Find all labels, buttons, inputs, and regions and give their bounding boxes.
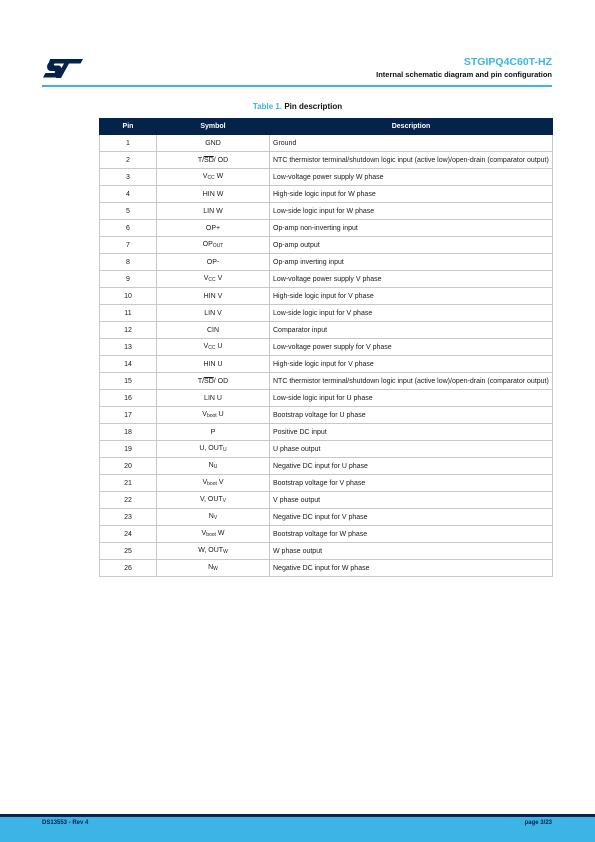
symbol-sub: CC xyxy=(208,276,216,283)
symbol-main: LIN V xyxy=(204,309,222,317)
table-row xyxy=(100,271,553,288)
pin-description-cell: U phase output xyxy=(270,441,553,458)
pin-number-cell: 22 xyxy=(100,492,157,509)
table-row xyxy=(100,237,553,254)
pin-description-cell: Ground xyxy=(270,135,553,152)
pin-description-cell: Op-amp output xyxy=(270,237,553,254)
pin-number-cell: 8 xyxy=(100,254,157,271)
table-header-row xyxy=(100,119,553,135)
table-row xyxy=(100,305,553,322)
pin-description-cell: W phase output xyxy=(270,543,553,560)
symbol-after: V xyxy=(216,478,224,486)
pin-description-cell: Positive DC input xyxy=(270,424,553,441)
pin-description-cell: Low-voltage power supply V phase xyxy=(270,271,553,288)
table-caption-text: Pin description xyxy=(284,102,343,111)
pin-symbol-cell xyxy=(157,305,270,322)
pin-symbol-cell xyxy=(157,441,270,458)
pin-symbol-cell xyxy=(157,373,270,390)
symbol-sub: boot xyxy=(206,531,216,538)
pin-description-table xyxy=(99,118,553,577)
pin-symbol-cell xyxy=(157,203,270,220)
pin-number-cell: 19 xyxy=(100,441,157,458)
symbol-main: V, OUT xyxy=(199,495,223,503)
section-subtitle: Internal schematic diagram and pin configuration xyxy=(376,70,552,79)
table-row xyxy=(100,458,553,475)
pin-symbol-cell xyxy=(157,271,270,288)
pin-number-cell: 12 xyxy=(100,322,157,339)
symbol-after: / OD xyxy=(213,377,229,385)
pin-number-cell: 26 xyxy=(100,560,157,577)
footer-line xyxy=(0,814,595,817)
document-title: STGIPQ4C60T-HZ xyxy=(463,56,552,68)
pin-number-cell: 16 xyxy=(100,390,157,407)
symbol-main: T/ xyxy=(197,377,205,385)
symbol-main: OP+ xyxy=(205,224,221,232)
footer-band xyxy=(0,814,595,842)
page-number: page 3/23 xyxy=(524,820,552,826)
symbol-sub: W xyxy=(223,548,228,555)
symbol-sub: V xyxy=(213,514,218,521)
pin-symbol-cell xyxy=(157,390,270,407)
pin-description-cell: Op-amp inverting input xyxy=(270,254,553,271)
symbol-over: $\overline{SD}$ xyxy=(204,156,214,164)
pin-description-cell: Low-side logic input for U phase xyxy=(270,390,553,407)
symbol-sub: U xyxy=(223,446,227,453)
pin-number-cell: 20 xyxy=(100,458,157,475)
table-row xyxy=(100,424,553,441)
symbol-after: W xyxy=(214,172,224,180)
pin-symbol-cell xyxy=(157,492,270,509)
pin-symbol-cell xyxy=(157,424,270,441)
symbol-main: OP xyxy=(202,240,213,248)
symbol-main: V xyxy=(202,410,207,418)
pin-description-cell: High-side logic input for V phase xyxy=(270,356,553,373)
pin-description-cell: High-side logic input for V phase xyxy=(270,288,553,305)
symbol-main: N xyxy=(208,563,214,571)
pin-description-cell: V phase output xyxy=(270,492,553,509)
table-caption-number: Table 1. xyxy=(252,102,283,111)
symbol-main: V xyxy=(202,478,208,486)
pin-symbol-cell xyxy=(157,220,270,237)
pin-description-cell: Low-voltage power supply W phase xyxy=(270,169,553,186)
symbol-main: P xyxy=(210,428,216,436)
column-header-symbol: Symbol xyxy=(157,119,270,135)
symbol-sub: V xyxy=(222,497,227,504)
symbol-after: W xyxy=(215,529,225,537)
symbol-after: V xyxy=(215,274,223,282)
table-row xyxy=(100,169,553,186)
pin-number-cell: 23 xyxy=(100,509,157,526)
pin-number-cell: 4 xyxy=(100,186,157,203)
table-row xyxy=(100,186,553,203)
pin-number-cell: 7 xyxy=(100,237,157,254)
pin-symbol-cell xyxy=(157,356,270,373)
pin-number-cell: 10 xyxy=(100,288,157,305)
table-row xyxy=(100,390,553,407)
pin-symbol-cell xyxy=(157,169,270,186)
symbol-main: N xyxy=(208,461,214,469)
table-row xyxy=(100,543,553,560)
pin-number-cell: 11 xyxy=(100,305,157,322)
header-divider xyxy=(42,85,552,87)
symbol-sub: CC xyxy=(207,174,215,181)
symbol-main: CIN xyxy=(206,326,220,334)
column-header-description: Description xyxy=(270,119,553,135)
table-row xyxy=(100,373,553,390)
pin-description-cell: Comparator input xyxy=(270,322,553,339)
symbol-after: / OD xyxy=(213,156,229,164)
pin-description-cell: High-side logic input for W phase xyxy=(270,186,553,203)
pin-description-cell: NTC thermistor terminal/shutdown logic input (active low)/open-drain (comparator output) xyxy=(270,152,553,169)
symbol-over: $\overline{SD}$ xyxy=(204,377,214,385)
symbol-sub: boot xyxy=(206,412,217,419)
symbol-main: T/ xyxy=(197,156,205,164)
symbol-sub: U xyxy=(213,463,218,470)
symbol-after: U xyxy=(215,342,223,350)
symbol-main: U, OUT xyxy=(199,444,224,452)
symbol-main: LIN W xyxy=(203,207,223,215)
symbol-main: V xyxy=(201,529,207,537)
pin-number-cell: 5 xyxy=(100,203,157,220)
symbol-main: OP- xyxy=(206,258,220,266)
pin-number-cell: 17 xyxy=(100,407,157,424)
pin-description-cell: Negative DC input for U phase xyxy=(270,458,553,475)
pin-symbol-cell xyxy=(157,322,270,339)
symbol-main: LIN U xyxy=(204,394,222,402)
pin-symbol-cell xyxy=(157,475,270,492)
pin-symbol-cell xyxy=(157,543,270,560)
table-row xyxy=(100,509,553,526)
symbol-main: V xyxy=(203,274,209,282)
pin-number-cell: 2 xyxy=(100,152,157,169)
pin-number-cell: 3 xyxy=(100,169,157,186)
table-caption xyxy=(0,102,595,111)
pin-description-cell: Bootstrap voltage for V phase xyxy=(270,475,553,492)
table-row xyxy=(100,441,553,458)
pin-number-cell: 9 xyxy=(100,271,157,288)
pin-number-cell: 6 xyxy=(100,220,157,237)
pin-description-cell: NTC thermistor terminal/shutdown logic input (active low)/open-drain (comparator output) xyxy=(270,373,553,390)
table-row xyxy=(100,475,553,492)
symbol-main: W, OUT xyxy=(198,546,224,554)
symbol-main: V xyxy=(203,342,209,350)
pin-description-cell: Bootstrap voltage for U phase xyxy=(270,407,553,424)
pin-symbol-cell xyxy=(157,509,270,526)
table-row xyxy=(100,492,553,509)
table-row xyxy=(100,152,553,169)
pin-symbol-cell xyxy=(157,237,270,254)
table-row xyxy=(100,220,553,237)
pin-description-cell: Negative DC input for W phase xyxy=(270,560,553,577)
symbol-main: N xyxy=(208,512,214,520)
pin-symbol-cell xyxy=(157,407,270,424)
pin-symbol-cell xyxy=(157,288,270,305)
pin-symbol-cell xyxy=(157,254,270,271)
pin-symbol-cell xyxy=(157,526,270,543)
pin-description-cell: Low-side logic input for W phase xyxy=(270,203,553,220)
table-row xyxy=(100,526,553,543)
table-row xyxy=(100,560,553,577)
pin-symbol-cell xyxy=(157,186,270,203)
pin-number-cell: 24 xyxy=(100,526,157,543)
st-logo-icon xyxy=(42,57,84,79)
table-row xyxy=(100,254,553,271)
pin-symbol-cell xyxy=(157,339,270,356)
pin-symbol-cell xyxy=(157,135,270,152)
symbol-main: GND xyxy=(205,139,221,147)
symbol-sub: CC xyxy=(208,344,216,351)
symbol-sub: boot xyxy=(207,480,217,487)
table-row xyxy=(100,135,553,152)
pin-description-cell: Low-side logic input for V phase xyxy=(270,305,553,322)
pin-number-cell: 14 xyxy=(100,356,157,373)
symbol-after: U xyxy=(216,410,224,418)
table-row xyxy=(100,407,553,424)
document-revision: DS13553 - Rev 4 xyxy=(42,820,89,826)
pin-number-cell: 21 xyxy=(100,475,157,492)
symbol-main: HIN U xyxy=(203,360,223,368)
pin-description-cell: Op-amp non-inverting input xyxy=(270,220,553,237)
pin-symbol-cell xyxy=(157,560,270,577)
column-header-pin: Pin xyxy=(100,119,157,135)
pin-description-cell: Bootstrap voltage for W phase xyxy=(270,526,553,543)
table-row xyxy=(100,203,553,220)
pin-number-cell: 18 xyxy=(100,424,157,441)
pin-description-cell: Low-voltage power supply for V phase xyxy=(270,339,553,356)
symbol-main: HIN V xyxy=(203,292,223,300)
pin-symbol-cell xyxy=(157,458,270,475)
table-row xyxy=(100,322,553,339)
table-row xyxy=(100,288,553,305)
table-body xyxy=(100,135,553,577)
table-row xyxy=(100,356,553,373)
pin-symbol-cell xyxy=(157,152,270,169)
symbol-sub: W xyxy=(213,565,218,572)
pin-number-cell: 25 xyxy=(100,543,157,560)
pin-number-cell: 1 xyxy=(100,135,157,152)
pin-description-cell: Negative DC input for V phase xyxy=(270,509,553,526)
pin-number-cell: 15 xyxy=(100,373,157,390)
symbol-main: V xyxy=(202,172,208,180)
symbol-sub: OUT xyxy=(212,242,224,249)
symbol-main: HIN W xyxy=(202,190,224,198)
pin-number-cell: 13 xyxy=(100,339,157,356)
table-row xyxy=(100,339,553,356)
